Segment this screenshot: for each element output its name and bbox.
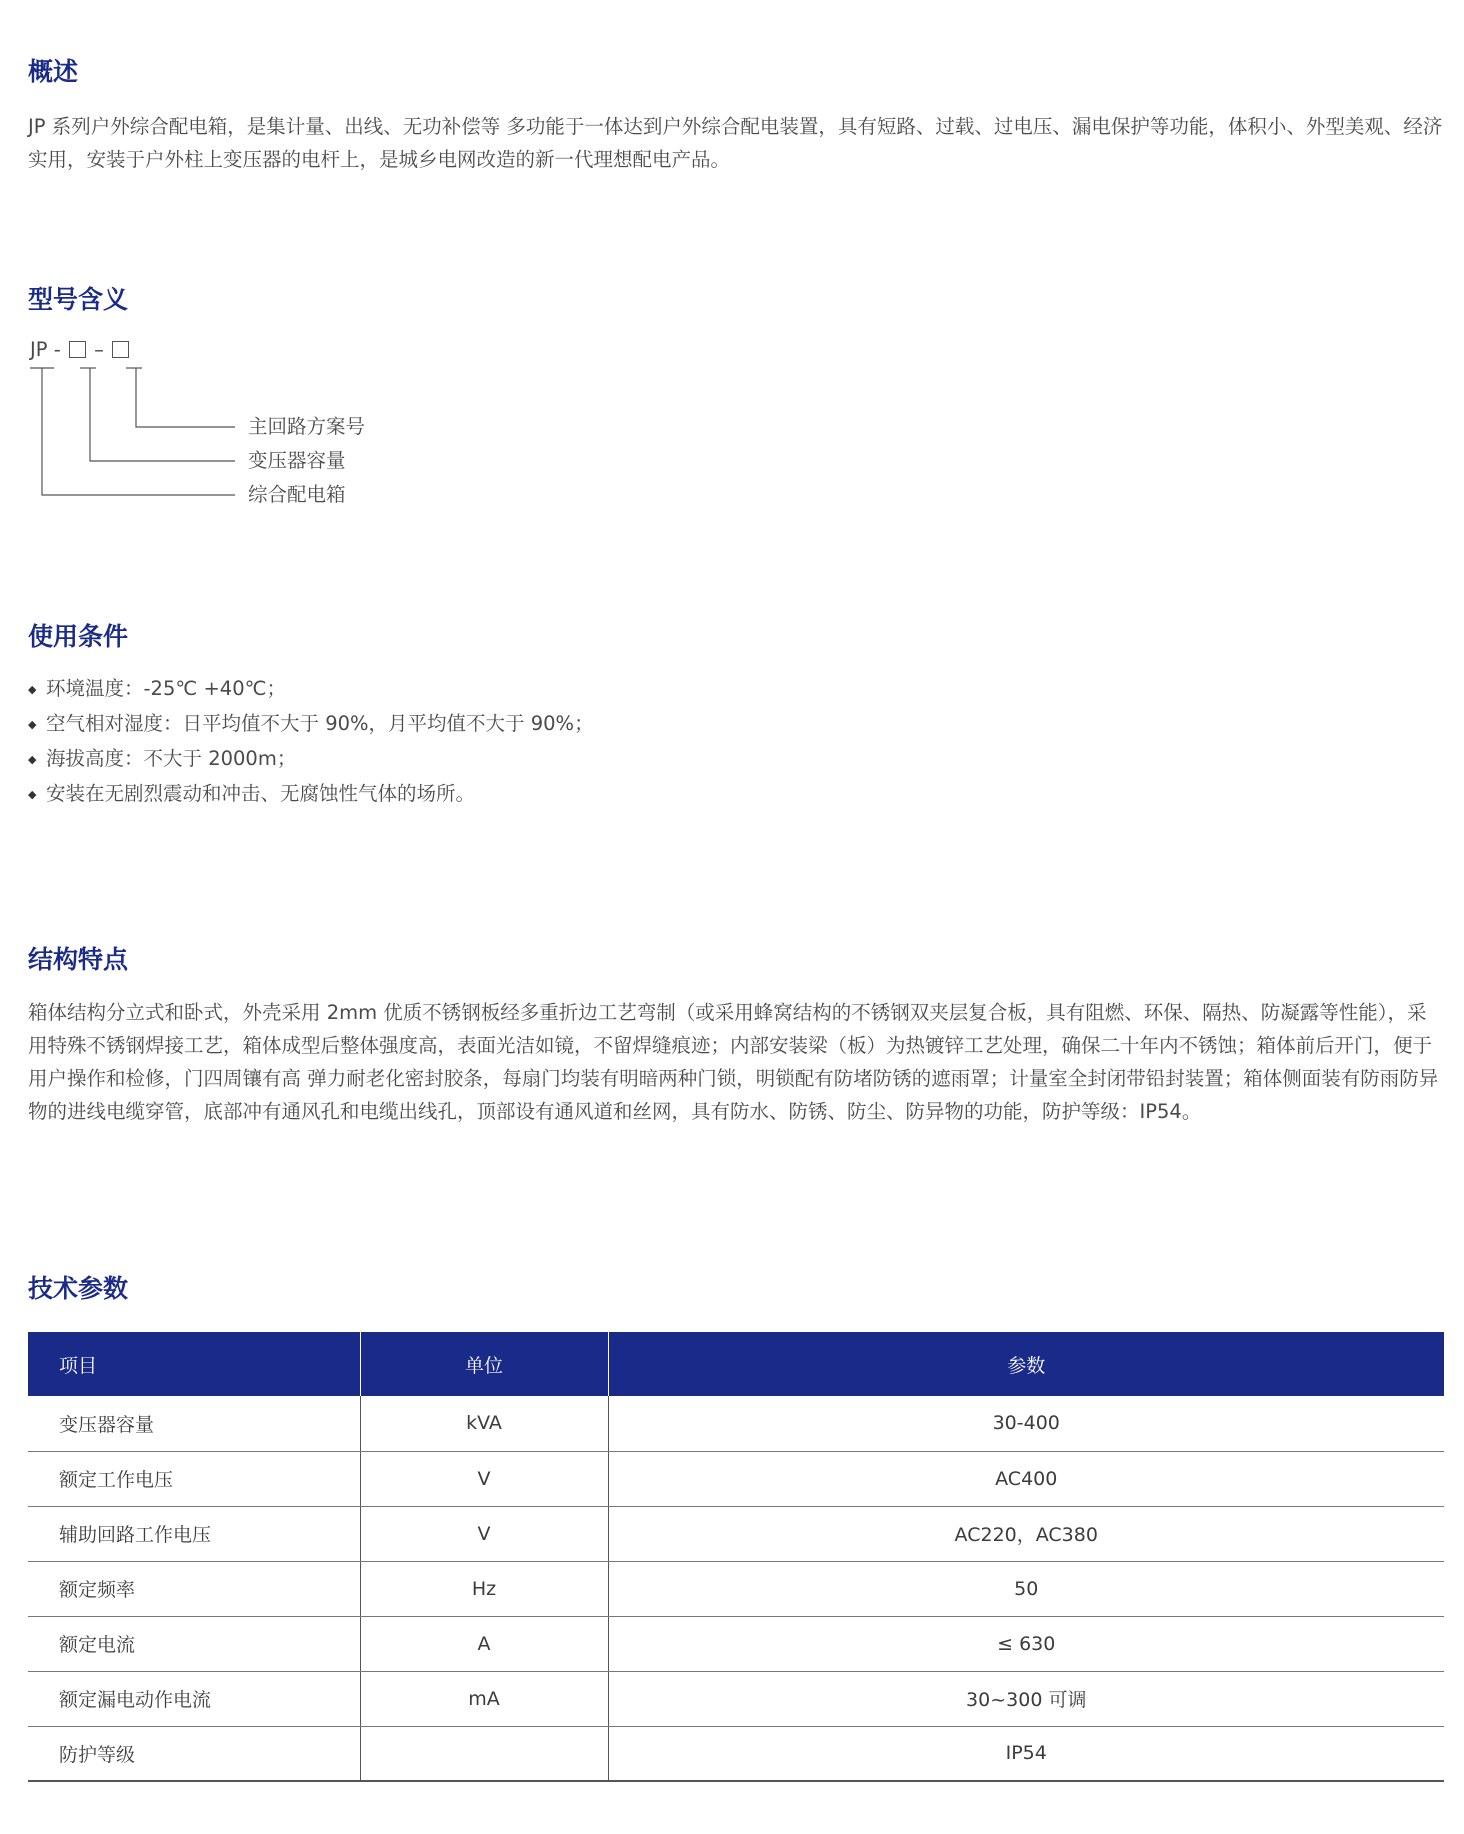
conditions-list [28,672,594,812]
table-header-row [28,1332,1444,1396]
cell-unit: V [360,1451,608,1506]
model-heading: 型号含义 [28,285,129,314]
cell-value: 30-400 [608,1396,1444,1451]
cell-item: 额定频率 [28,1561,360,1616]
cell-item: 防护等级 [28,1726,360,1781]
table-row [28,1451,1444,1506]
cell-unit: A [360,1616,608,1671]
column-header-item: 项目 [28,1332,360,1396]
model-label-scheme: 主回路方案号 [248,415,366,438]
cell-value: ≤ 630 [608,1616,1444,1671]
cell-item: 额定电流 [28,1616,360,1671]
overview-text: JP 系列户外综合配电箱，是集计量、出线、无功补偿等 多功能于一体达到户外综合配电装置，具有短路、过载、过电压、漏电保护等功能，体积小、外型美观、经济实用，安装于户外柱上变压器的电杆上，是城乡电网改造的新一代理想配电产品。 [28,115,1443,171]
cell-item: 变压器容量 [28,1396,360,1451]
cell-item: 额定漏电动作电流 [28,1671,360,1726]
tech-params-table [28,1332,1444,1782]
model-code-dash: – [94,338,104,361]
table-row [28,1616,1444,1671]
list-item: ◆ 海拔高度：不大于 2000m； [28,742,594,777]
cell-value: IP54 [608,1726,1444,1781]
model-label-box: 综合配电箱 [248,483,346,506]
table-row [28,1506,1444,1561]
model-label-capacity: 变压器容量 [248,449,346,472]
conditions-heading: 使用条件 [28,622,129,651]
cell-item: 辅助回路工作电压 [28,1506,360,1561]
diamond-bullet-icon: ◆ [28,753,37,766]
model-diagram [28,335,448,515]
cell-unit [360,1726,608,1781]
cell-value: 30~300 可调 [608,1671,1444,1726]
overview-heading: 概述 [28,57,79,86]
table-row [28,1726,1444,1781]
diamond-bullet-icon: ◆ [28,683,37,696]
box-leader [42,368,235,495]
capacity-leader [90,368,235,461]
table-row [28,1561,1444,1616]
table-row [28,1396,1444,1451]
list-item: ◆ 环境温度：-25℃ +40℃； [28,672,594,707]
table-row [28,1671,1444,1726]
tech-heading: 技术参数 [28,1274,129,1303]
scheme-leader [136,368,235,427]
list-item: ◆ 安装在无剧烈震动和冲击、无腐蚀性气体的场所。 [28,777,594,812]
structure-text: 箱体结构分立式和卧式，外壳采用 2mm 优质不锈钢板经多重折边工艺弯制（或采用蜂窝结构的不锈钢双夹层复合板，具有阻燃、环保、隔热、防凝露等性能），采用特殊不锈钢焊接工艺，箱体成型后整体强度高，表面光洁如镜，不留焊缝痕迹；内部安装梁（板）为热镀锌工艺处理，确保二十年内不锈蚀；箱体前后开门，便于用户操作和检修，门四周镶有高 弹力耐老化密封胶条，每扇门均装有明暗两种门锁，明锁配有防堵防锈的遮雨罩；计量室全封闭带铅封装置；箱体侧面装有防雨防异物的进线电缆穿管，底部冲有通风孔和电缆出线孔，顶部设有通风道和丝网，具有防水、防锈、防尘、防异物的功能，防护等级：IP54。 [28,1001,1439,1123]
diamond-bullet-icon: ◆ [28,788,37,801]
list-item: ◆ 空气相对湿度：日平均值不大于 90%，月平均值不大于 90%； [28,707,594,742]
cell-unit: Hz [360,1561,608,1616]
cell-value: AC220，AC380 [608,1506,1444,1561]
model-leader-lines [28,335,448,515]
cell-value: AC400 [608,1451,1444,1506]
column-header-value: 参数 [608,1332,1444,1396]
model-code-prefix: JP - [30,338,61,361]
diamond-bullet-icon: ◆ [28,718,37,731]
cell-unit: mA [360,1671,608,1726]
cell-value: 50 [608,1561,1444,1616]
cell-item: 额定工作电压 [28,1451,360,1506]
cell-unit: V [360,1506,608,1561]
column-header-unit: 单位 [360,1332,608,1396]
structure-heading: 结构特点 [28,945,129,974]
cell-unit: kVA [360,1396,608,1451]
